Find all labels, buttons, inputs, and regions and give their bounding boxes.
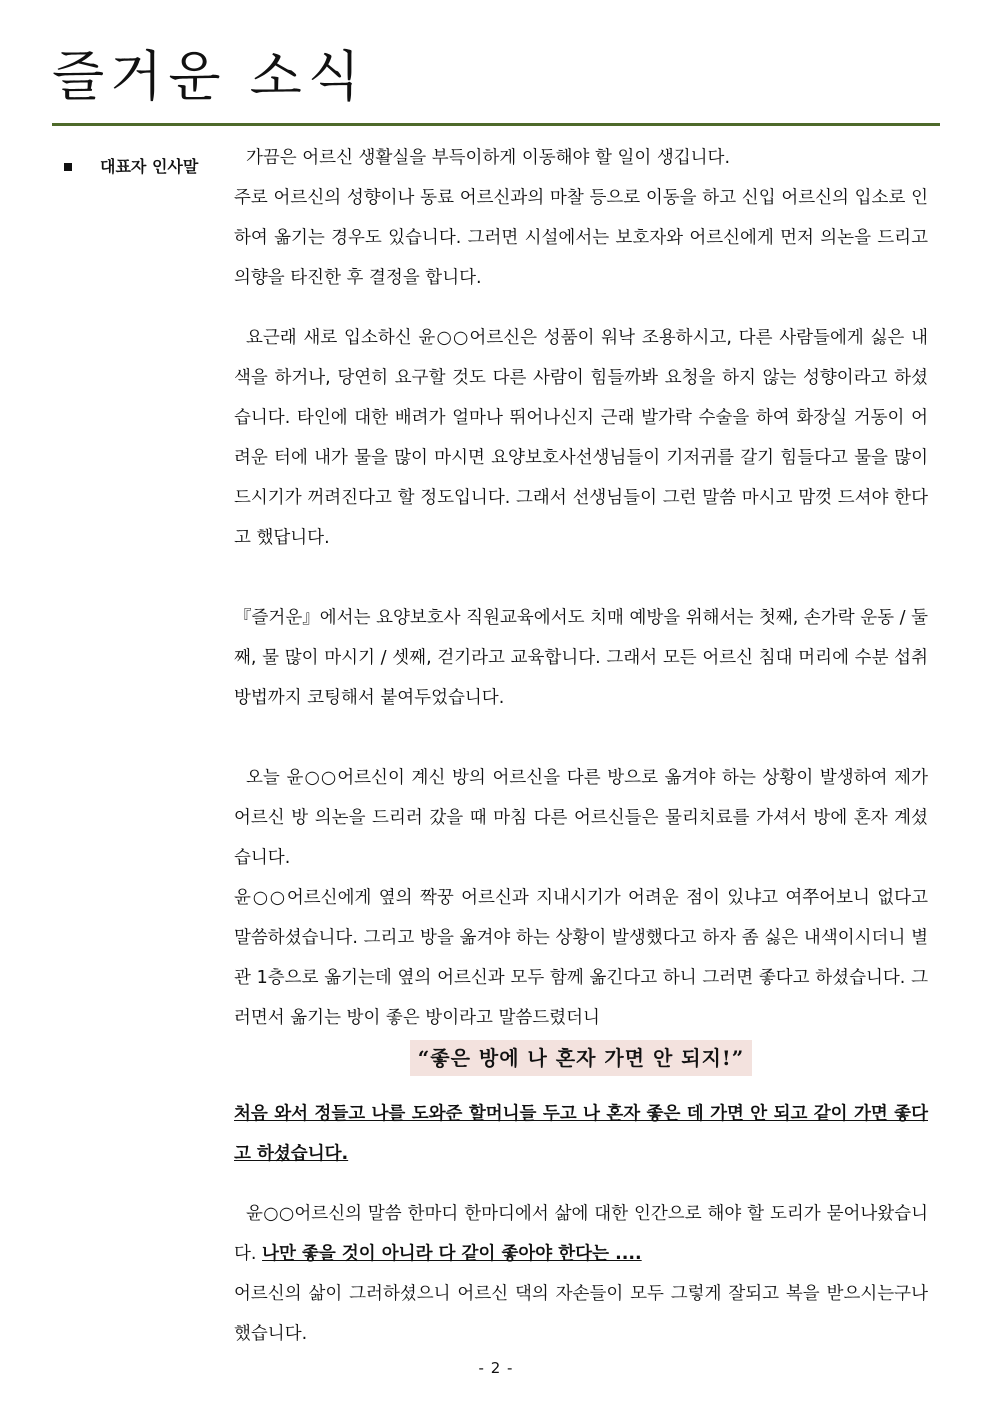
quote-row [234,1040,928,1080]
letter-body [234,138,928,1354]
paragraph-4: 『즐거운』에서는 요양보호사 직원교육에서도 치매 예방을 위해서는 첫째, 손가락 운동 / 둘째, 물 많이 마시기 / 셋째, 걷기라고 교육합니다. 그래서 모든 어르신 침대 머리에 수분 섭취 방법까지 코팅해서 붙여두었습니다. [234,608,928,708]
section-label: 대표자 인사말 [100,157,199,176]
page-title: 즐거운 소식 [52,45,366,108]
paragraph-2: 주로 어르신의 성향이나 동료 어르신과의 마찰 등으로 이동을 하고 신입 어르신의 입소로 인하여 옮기는 경우도 있습니다. 그러면 시설에서는 보호자와 어르신에게 먼저 의논을 드리고 의향을 타진한 후 결정을 합니다. [234,188,928,288]
paragraph-1: 가끔은 어르신 생활실을 부득이하게 이동해야 할 일이 생깁니다. [246,148,731,168]
paragraph-3: 요근래 새로 입소하신 윤○○어르신은 성품이 워낙 조용하시고, 다른 사람들에게 싫은 내색을 하거나, 당연히 요구할 것도 다른 사람이 힘들까봐 요청을 하지 않는 성향이라고 하셨습니다. 타인에 대한 배려가 얼마나 뛰어나신지 근래 발가락 수술을 하여 화장실 거동이 어려운 터에 내가 물을 많이 마시면 요양보호사선생님들이 기저귀를 갈기 힘들다고 물을 많이 드시기가 꺼려진다고 할 정도입니다. 그래서 선생님들이 그런 말씀 마시고 맘껏 드셔야 한다고 했답니다. [234,328,928,548]
title-divider [52,123,940,126]
paragraph-9: 어르신의 삶이 그러하셨으니 어르신 댁의 자손들이 모두 그렇게 잘되고 복을 받으시는구나 했습니다. [234,1284,928,1344]
paragraph-8: 윤○○어르신의 말씀 한마디 한마디에서 삶에 대한 인간으로 해야 할 도리가 묻어나왔습니다. 나만 좋을 것이 아니라 다 같이 좋아야 한다는 .... [234,1204,928,1264]
paragraph-5: 오늘 윤○○어르신이 계신 방의 어르신을 다른 방으로 옮겨야 하는 상황이 발생하여 제가 어르신 방 의논을 드리러 갔을 때 마침 다른 어르신들은 물리치료를 가셔서 방에 혼자 계셨습니다. [234,768,928,868]
section-bullet-icon [64,163,72,171]
highlighted-quote: “좋은 방에 나 혼자 가면 안 되지!” [410,1040,752,1076]
underlined-phrase: 나만 좋을 것이 아니라 다 같이 좋아야 한다는 .... [262,1244,642,1264]
paragraph-6: 윤○○어르신에게 옆의 짝꿍 어르신과 지내시기가 어려운 점이 있냐고 여쭈어보니 없다고 말씀하셨습니다. 그리고 방을 옮겨야 하는 상황이 발생했다고 하자 좀 싫은 내색이시더니 별관 1층으로 옮기는데 옆의 어르신과 모두 함께 옮긴다고 하니 그러면 좋다고 하셨습니다. 그러면서 옮기는 방이 좋은 방이라고 말씀드렸더니 [234,888,928,1028]
page-number: - 2 - [478,1359,514,1377]
emphasis-paragraph: 처음 와서 정들고 나를 도와준 할머니들 두고 나 혼자 좋은 데 가면 안 되고 같이 가면 좋다고 하셨습니다. [234,1104,928,1164]
